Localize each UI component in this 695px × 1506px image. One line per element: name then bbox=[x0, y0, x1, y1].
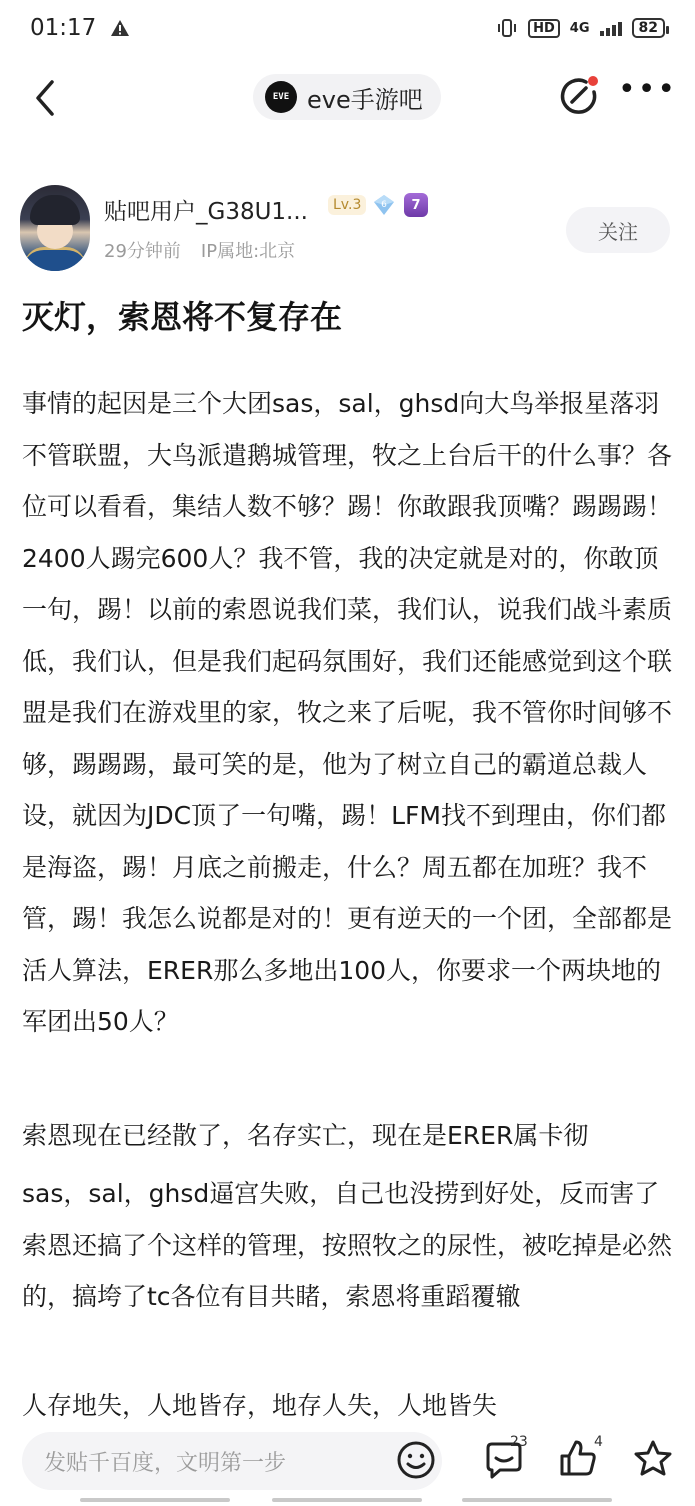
status-bar bbox=[0, 0, 695, 56]
like-count: 4 bbox=[594, 1434, 603, 1450]
post-time: 29分钟前 bbox=[104, 241, 181, 262]
more-icon[interactable]: ••• bbox=[618, 72, 678, 107]
medal-badge-icon bbox=[404, 193, 428, 217]
follow-button[interactable]: 关注 bbox=[566, 207, 670, 253]
forum-name-pill[interactable] bbox=[253, 74, 441, 120]
post-paragraph: sas，sal，ghsd逼宫失败，自己也没捞到好处，反而害了索恩还搞了个这样的管理，按照牧之的尿性，被吃掉是必然的，搞垮了tc各位有目共睹，索恩将重蹈覆辙 bbox=[22, 1179, 673, 1311]
ip-location: IP属地:北京 bbox=[200, 241, 296, 262]
chevron-left-icon[interactable] bbox=[26, 76, 66, 120]
network-type: 4G bbox=[569, 20, 590, 36]
status-time: 01:17 bbox=[30, 15, 97, 41]
forum-name: eve手游吧 bbox=[307, 85, 423, 114]
author-row bbox=[20, 185, 680, 275]
medal-badge-number: 7 bbox=[411, 197, 421, 213]
bottom-action-bar bbox=[0, 1420, 695, 1506]
battery-indicator: 82 bbox=[632, 18, 665, 38]
top-navigation bbox=[0, 62, 695, 132]
forum-logo: EVE bbox=[265, 81, 297, 113]
hd-indicator: HD bbox=[528, 19, 560, 38]
edit-icon[interactable] bbox=[556, 74, 600, 118]
system-nav-hint bbox=[0, 1498, 695, 1506]
gem-badge-icon bbox=[372, 193, 396, 217]
post-paragraph: 事情的起因是三个大团sas，sal，ghsd向大鸟举报星落羽不管联盟，大鸟派遣鹅城管理，牧之上台后干的什么事？各位可以看看，集结人数不够？踢！你敢跟我顶嘴？踢踢踢！2400人踢完600人？我不管，我的决定就是对的，你敢顶一句，踢！以前的索恩说我们菜，我们认，说我们战斗素质低，我们认，但是我们起码氛围好，我们还能感觉到这个联盟是我们在游戏里的家，牧之来了后呢，我不管你时间够不够，踢踢踢，最可笑的是，他为了树立自己的霸道总裁人设，就因为JDC顶了一句嘴，踢！LFM找不到理由，你们都是海盗，踢！月底之前搬走，什么？周五都在加班？我不管，踢！我怎么说都是对的！更有逆天的一个团，全部都是活人算法，ERER那么多地出100人，你要求一个两块地的军团出50人？ bbox=[22, 389, 673, 1036]
level-badge: Lv.3 bbox=[328, 195, 366, 215]
gem-badge-number: 6 bbox=[381, 200, 387, 210]
comment-input[interactable] bbox=[22, 1432, 442, 1490]
comment-count: 23 bbox=[510, 1434, 528, 1450]
post-meta bbox=[104, 237, 295, 263]
author-name[interactable]: 贴吧用户_G38U1... bbox=[104, 199, 308, 225]
comment-input-placeholder: 发贴千百度，文明第一步 bbox=[44, 1450, 287, 1476]
post-title: 灭灯，索恩将不复存在 bbox=[22, 298, 343, 336]
signal-icon bbox=[600, 20, 622, 36]
avatar[interactable] bbox=[20, 185, 90, 271]
star-icon[interactable] bbox=[632, 1438, 674, 1480]
post-paragraph: 人存地失，人地皆存，地存人失，人地皆失 bbox=[22, 1391, 498, 1420]
vibrate-icon bbox=[496, 19, 518, 37]
emoji-icon[interactable] bbox=[396, 1440, 436, 1480]
post-content bbox=[22, 378, 674, 1420]
warning-icon bbox=[110, 19, 130, 37]
post-paragraph: 索恩现在已经散了，名存实亡，现在是ERER属卡彻 bbox=[22, 1121, 589, 1150]
